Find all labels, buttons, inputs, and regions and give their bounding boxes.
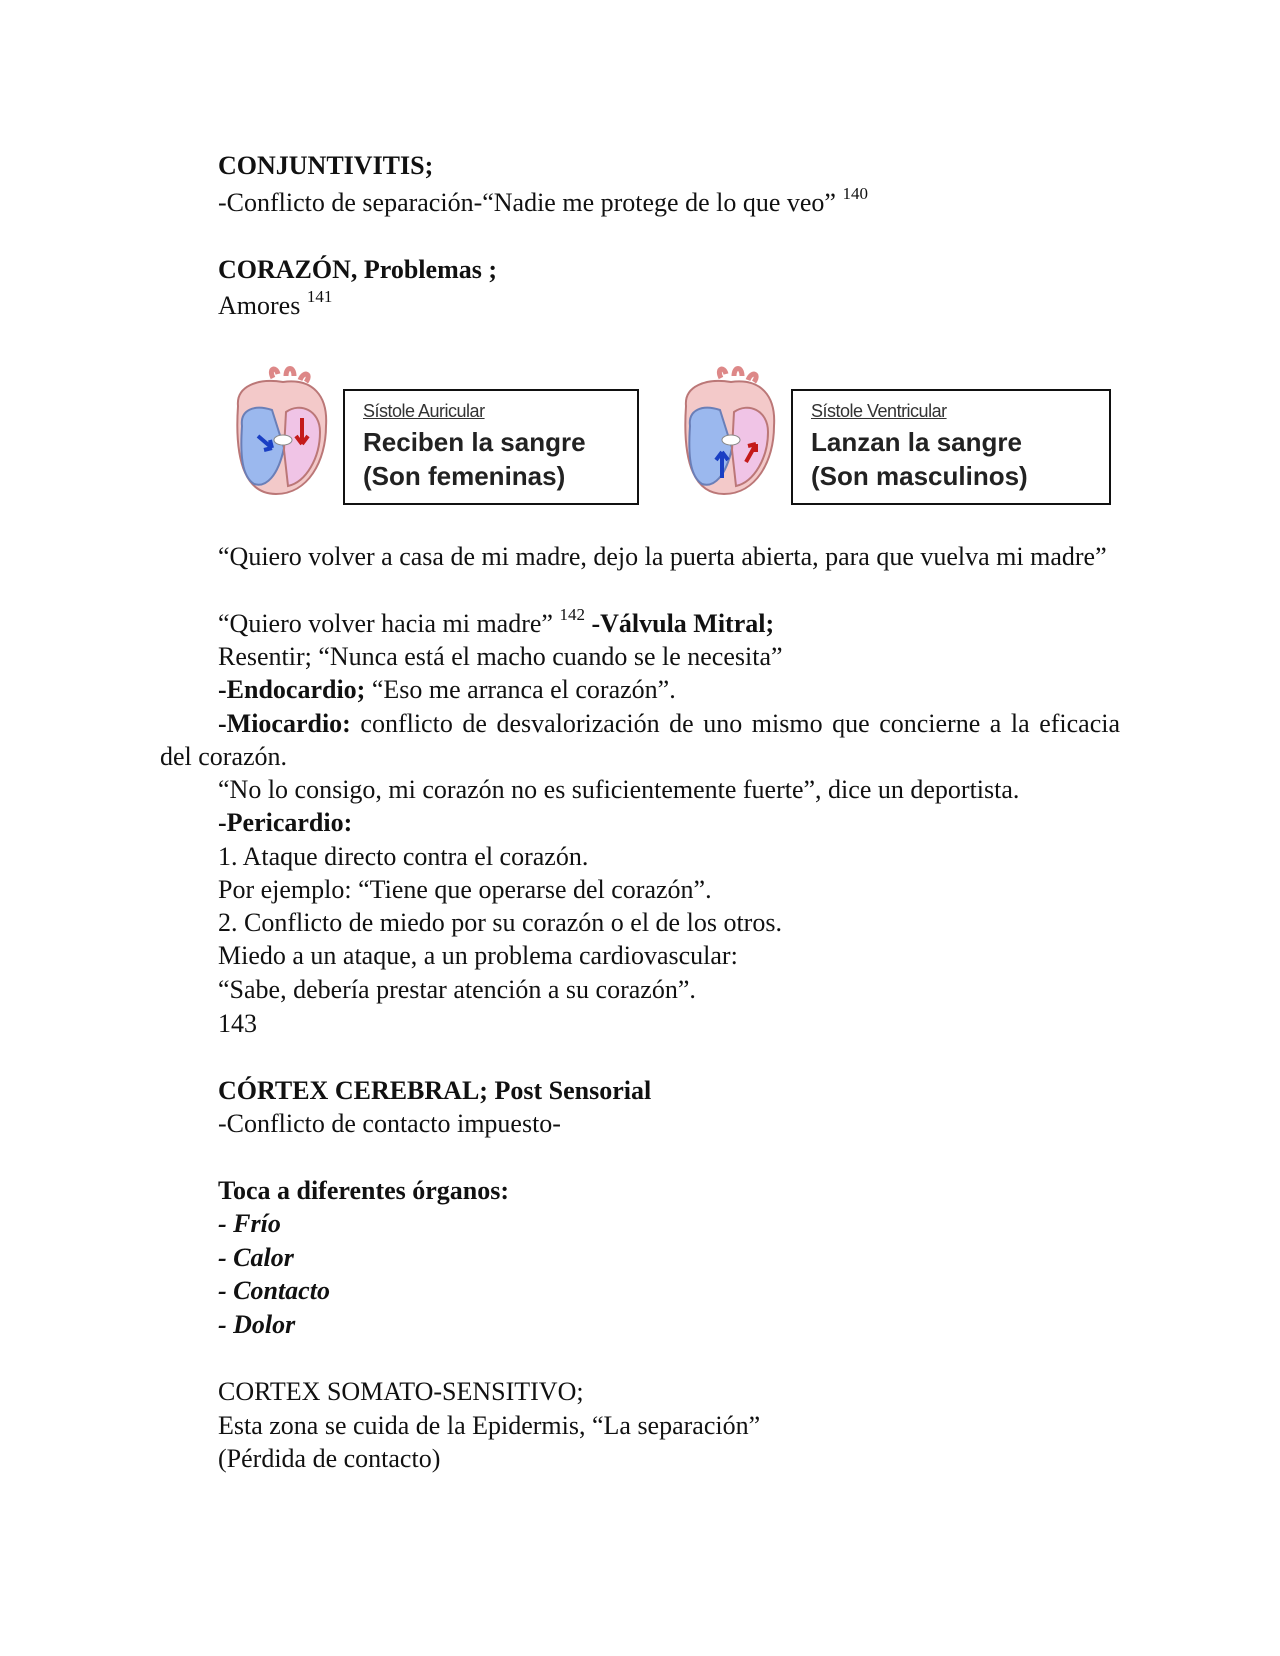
paragraph-miedo-ataque: Miedo a un ataque, a un problema cardiovascular: bbox=[218, 941, 738, 970]
conjuntivitis-text: -Conflicto de separación-“Nadie me protege de lo que veo” bbox=[218, 188, 836, 217]
pericardio-label: -Pericardio: bbox=[218, 808, 353, 837]
cortex-heading: CÓRTEX CEREBRAL; Post Sensorial bbox=[218, 1076, 652, 1105]
footnote-marker-143: 143 bbox=[218, 1009, 257, 1038]
cortex-subheading: Toca a diferentes órganos: bbox=[218, 1176, 510, 1205]
cortex-item-frio: - Frío bbox=[218, 1209, 281, 1238]
figure-label-atrial bbox=[343, 389, 639, 505]
heart-diagram-ventricular bbox=[676, 366, 786, 502]
somato-line2: (Pérdida de contacto) bbox=[218, 1444, 441, 1473]
paragraph-endocardio bbox=[218, 674, 676, 706]
valvula-mitral-label: -Válvula Mitral; bbox=[591, 609, 775, 638]
corazon-text: Amores bbox=[218, 291, 301, 320]
figure-line1-atrial: Reciben la sangre bbox=[363, 427, 586, 457]
figure-caption-atrial: Sístole Auricular bbox=[363, 401, 485, 421]
paragraph-resentir: Resentir; “Nunca está el macho cuando se le necesita” bbox=[218, 642, 783, 671]
endocardio-text: “Eso me arranca el corazón”. bbox=[371, 675, 676, 704]
corazon-text-line bbox=[218, 287, 333, 322]
paragraph-conflicto-miedo: 2. Conflicto de miedo por su corazón o el de los otros. bbox=[218, 908, 782, 937]
valvula-quote: “Quiero volver hacia mi madre” bbox=[218, 609, 553, 638]
paragraph-quiero-volver-casa: “Quiero volver a casa de mi madre, dejo la puerta abierta, para que vuelva mi madre” bbox=[218, 542, 1107, 571]
figure-line1-ventricular: Lanzan la sangre bbox=[811, 427, 1022, 457]
endocardio-label: -Endocardio; bbox=[218, 675, 366, 704]
figure-line2-ventricular: (Son masculinos) bbox=[811, 461, 1028, 491]
cortex-item-calor: - Calor bbox=[218, 1243, 294, 1272]
cortex-item-contacto: - Contacto bbox=[218, 1276, 330, 1305]
corazon-heading: CORAZÓN, Problemas ; bbox=[218, 255, 498, 284]
paragraph-por-ejemplo: Por ejemplo: “Tiene que operarse del corazón”. bbox=[218, 875, 712, 904]
conjuntivitis-heading: CONJUNTIVITIS; bbox=[218, 151, 434, 180]
miocardio-text: conflicto de desvalorización de uno mismo que concierne a la eficacia del corazón. bbox=[160, 709, 1121, 771]
figure-caption-ventricular: Sístole Ventricular bbox=[811, 401, 947, 421]
miocardio-label: -Miocardio: bbox=[218, 709, 351, 738]
footnote-ref-141: 141 bbox=[306, 287, 333, 306]
paragraph-valvula-mitral bbox=[218, 605, 775, 640]
heart-diagram-atrial bbox=[228, 366, 338, 502]
paragraph-deportista: “No lo consigo, mi corazón no es suficientemente fuerte”, dice un deportista. bbox=[218, 775, 1020, 804]
footnote-ref-142: 142 bbox=[559, 605, 585, 624]
paragraph-miocardio bbox=[160, 707, 1120, 773]
figure-label-ventricular bbox=[791, 389, 1111, 505]
cortex-item-dolor: - Dolor bbox=[218, 1310, 296, 1339]
cortex-text: -Conflicto de contacto impuesto- bbox=[218, 1109, 561, 1138]
somato-line1: Esta zona se cuida de la Epidermis, “La separación” bbox=[218, 1411, 761, 1440]
paragraph-sabe: “Sabe, debería prestar atención a su corazón”. bbox=[218, 975, 696, 1004]
paragraph-ataque-directo: 1. Ataque directo contra el corazón. bbox=[218, 842, 589, 871]
footnote-ref-140: 140 bbox=[842, 184, 868, 203]
conjuntivitis-text-line bbox=[218, 184, 868, 219]
figure-line2-atrial: (Son femeninas) bbox=[363, 461, 566, 491]
somato-heading: CORTEX SOMATO-SENSITIVO; bbox=[218, 1377, 584, 1406]
